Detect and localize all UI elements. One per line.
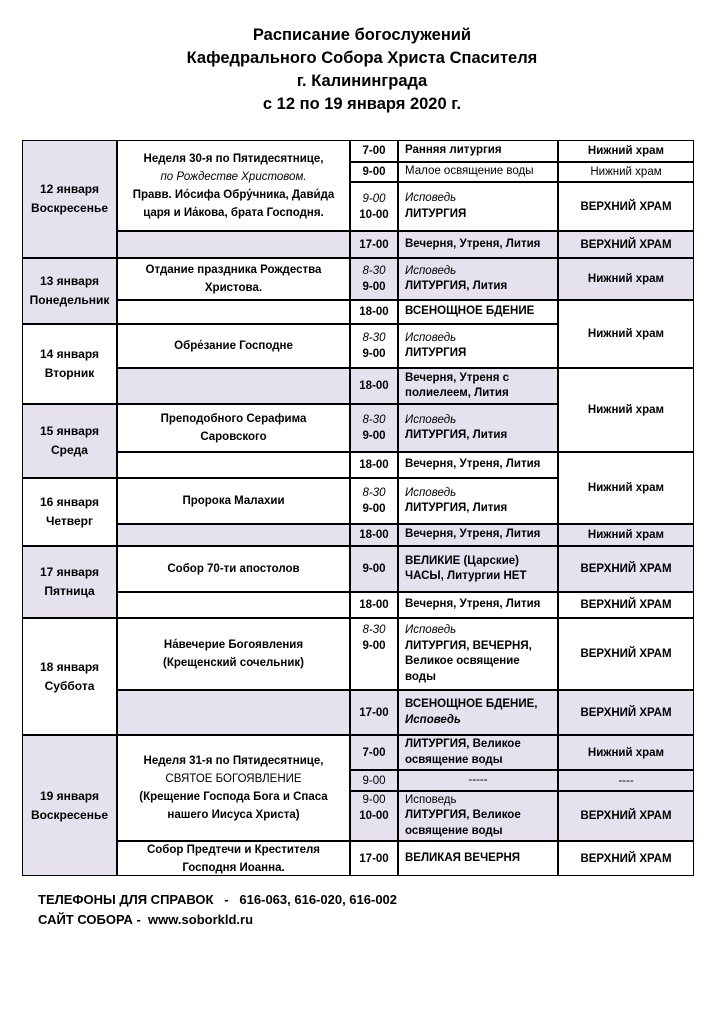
place-text: ВЕРХНИЙ ХРАМ — [580, 706, 672, 719]
day-date: 17 января — [40, 565, 99, 579]
day-date: 14 января — [40, 347, 99, 361]
title-line-3: г. Калининграда — [296, 72, 428, 90]
time-cell — [350, 258, 398, 300]
feast-cell-jan15 — [117, 404, 350, 452]
place-cell — [558, 368, 694, 452]
day-weekday: Четверг — [45, 514, 94, 528]
day-cell-jan16 — [22, 478, 117, 546]
day-cell-jan13 — [22, 258, 117, 324]
feast-cell-jan17 — [117, 546, 350, 592]
time-text: 10-00 — [359, 208, 389, 221]
place-cell — [558, 791, 694, 841]
service-cell — [398, 300, 558, 324]
time-text: 9-00 — [362, 348, 386, 360]
place-text: Нижний храм — [587, 273, 665, 285]
service-cell — [398, 524, 558, 546]
feast-line: царя и Иа́кова, брата Господня. — [143, 206, 324, 219]
feast-line: СВЯТОЕ БОГОЯВЛЕНИЕ — [165, 773, 302, 785]
time-text: 18-00 — [359, 306, 389, 318]
feast-cell-jan19 — [117, 735, 350, 841]
day-date: 13 января — [40, 274, 99, 288]
feast-line: Отдание праздника Рождества — [145, 264, 322, 276]
schedule-table — [22, 140, 694, 876]
service-text: ЛИТУРГИЯ, Великое — [405, 809, 521, 822]
place-cell — [558, 770, 694, 791]
service-text: Ранняя литургия — [405, 144, 502, 157]
service-cell — [398, 404, 558, 452]
time-text: 8-30 — [362, 487, 386, 499]
service-cell — [398, 140, 558, 162]
place-cell — [558, 524, 694, 546]
service-cell — [398, 546, 558, 592]
time-cell — [350, 690, 398, 735]
day-date: 16 января — [40, 495, 99, 509]
time-text: 18-00 — [359, 380, 389, 392]
feast-cell-jan16 — [117, 478, 350, 524]
service-text: ВЕЛИКАЯ ВЕЧЕРНЯ — [405, 851, 521, 864]
place-cell — [558, 592, 694, 618]
feast-empty-cell — [117, 690, 350, 735]
time-text: 9-00 — [362, 430, 386, 442]
feast-cell-jan13 — [117, 258, 350, 300]
day-cell-jan19 — [22, 735, 117, 876]
service-cell — [398, 735, 558, 770]
day-date: 15 января — [40, 424, 99, 438]
day-date: 19 января — [39, 788, 99, 803]
place-text: Нижний храм — [590, 166, 662, 178]
service-cell — [398, 618, 558, 690]
place-cell — [558, 546, 694, 592]
day-weekday: Пятница — [44, 584, 95, 598]
place-cell — [558, 182, 694, 231]
time-text: 9-00 — [362, 281, 386, 293]
place-text: Нижний храм — [587, 328, 665, 340]
time-cell — [350, 300, 398, 324]
service-text: ЛИТУРГИЯ — [405, 207, 467, 220]
service-text: Великое освящение — [405, 655, 520, 667]
time-text: 8-30 — [362, 624, 386, 636]
time-cell — [350, 546, 398, 592]
service-text: ЛИТУРГИЯ, Лития — [405, 429, 508, 441]
place-text: Нижний храм — [587, 529, 665, 541]
title-line-2: Кафедрального Собора Христа Спасителя — [186, 49, 538, 67]
feast-line: Обре́зание Господне — [174, 340, 293, 352]
feast-line: На́вечерие Богоявления — [163, 639, 304, 651]
place-text: ВЕРХНИЙ ХРАМ — [580, 238, 672, 251]
service-text: ВСЕНОЩНОЕ БДЕНИЕ — [405, 305, 535, 318]
service-text: полиелеем, Лития — [405, 387, 509, 399]
service-text: Исповедь — [405, 713, 461, 726]
day-weekday: Суббота — [44, 678, 95, 693]
time-cell — [350, 841, 398, 876]
time-cell — [350, 735, 398, 770]
time-text: 9-00 — [362, 640, 386, 652]
day-weekday: Воскресенье — [30, 807, 108, 822]
feast-line: Неделя 31-я по Пятидесятнице, — [143, 755, 324, 767]
service-text: ЛИТУРГИЯ, Великое — [405, 738, 521, 750]
place-text: ВЕРХНИЙ ХРАМ — [580, 599, 672, 611]
feast-line: (Крещение Господа Бога и Спаса — [139, 791, 328, 803]
day-weekday: Вторник — [44, 366, 95, 380]
service-text: Исповедь — [405, 793, 457, 806]
feast-line: Саровского — [200, 431, 267, 443]
service-cell — [398, 770, 558, 791]
day-cell-jan18 — [22, 618, 117, 735]
feast-cell-jan14 — [117, 324, 350, 368]
service-cell — [398, 162, 558, 182]
time-cell — [350, 478, 398, 524]
time-text: 9-00 — [362, 563, 386, 575]
time-cell — [350, 524, 398, 546]
service-text: ЛИТУРГИЯ, Лития — [405, 280, 508, 292]
time-text: 17-00 — [359, 706, 389, 719]
time-cell — [350, 324, 398, 368]
day-cell-jan12 — [22, 140, 117, 258]
service-text: ----- — [468, 773, 488, 786]
feast-line: Собор Предтечи и Крестителя — [146, 843, 321, 856]
feast-empty-cell — [117, 300, 350, 324]
time-text: 17-00 — [359, 238, 389, 251]
service-cell — [398, 592, 558, 618]
day-date: 18 января — [40, 659, 99, 674]
service-cell — [398, 324, 558, 368]
service-text: Исповедь — [405, 486, 457, 499]
service-text: Исповедь — [405, 331, 457, 344]
feast-cell-jan19b — [117, 841, 350, 876]
place-cell — [558, 841, 694, 876]
day-cell-jan14 — [22, 324, 117, 404]
feast-cell-jan18 — [117, 618, 350, 690]
time-cell — [350, 770, 398, 791]
service-text: Исповедь — [405, 413, 457, 426]
place-text: ВЕРХНИЙ ХРАМ — [580, 200, 672, 213]
time-text: 18-00 — [359, 599, 389, 611]
time-text: 8-30 — [362, 265, 386, 277]
feast-line: Пророка Малахии — [182, 495, 285, 507]
feast-line: Господня Иоанна. — [182, 861, 285, 874]
feast-empty-cell — [117, 231, 350, 258]
time-text: 7-00 — [362, 746, 386, 759]
place-cell — [558, 231, 694, 258]
place-cell — [558, 452, 694, 524]
service-cell — [398, 258, 558, 300]
time-text: 8-30 — [362, 414, 386, 426]
feast-empty-cell — [117, 452, 350, 478]
service-cell — [398, 368, 558, 404]
service-text: воды — [405, 670, 436, 683]
feast-line: Христова. — [204, 282, 263, 294]
service-text: ЛИТУРГИЯ, ВЕЧЕРНЯ, — [405, 639, 532, 652]
service-text: Малое освящение воды — [405, 165, 534, 178]
service-text: Вечерня, Утреня, Лития — [405, 528, 541, 541]
phones-line: ТЕЛЕФОНЫ ДЛЯ СПРАВОК - 616-063, 616-020, 616-002 — [38, 892, 398, 907]
feast-line: Правв. Ио́сифа Обру́чника, Дави́да — [132, 188, 335, 201]
service-cell — [398, 690, 558, 735]
service-text: ЛИТУРГИЯ, Лития — [405, 502, 508, 514]
time-cell — [350, 162, 398, 182]
time-cell — [350, 618, 398, 690]
time-cell — [350, 368, 398, 404]
title-line-4: с 12 по 19 января 2020 г. — [262, 95, 462, 113]
place-text: Нижний храм — [587, 404, 665, 416]
day-weekday: Понедельник — [29, 293, 110, 307]
service-cell — [398, 841, 558, 876]
feast-line: нашего Иисуса Христа) — [167, 809, 300, 821]
time-cell — [350, 592, 398, 618]
place-text: ВЕРХНИЙ ХРАМ — [580, 810, 672, 822]
feast-line: по Рождестве Христовом. — [160, 170, 307, 183]
time-text: 7-00 — [362, 145, 386, 157]
place-cell — [558, 618, 694, 690]
service-text: Вечерня, Утреня с — [405, 371, 510, 384]
time-text: 10-00 — [359, 810, 389, 822]
service-text: ЧАСЫ, Литургии НЕТ — [405, 570, 527, 582]
time-text: 9-00 — [362, 166, 386, 178]
service-text: ВЕЛИКИЕ (Царские) — [405, 554, 519, 567]
place-cell — [558, 162, 694, 182]
time-cell — [350, 404, 398, 452]
time-cell — [350, 452, 398, 478]
service-text: освящение воды — [405, 753, 503, 766]
place-text: Нижний храм — [587, 746, 665, 759]
service-text: ЛИТУРГИЯ — [405, 347, 467, 359]
title-line-1: Расписание богослужений — [252, 26, 472, 44]
time-text: 9-00 — [362, 503, 386, 515]
time-text: 17-00 — [359, 852, 389, 865]
feast-line: (Крещенский сочельник) — [163, 657, 304, 669]
place-text: Нижний храм — [587, 145, 665, 157]
place-cell — [558, 300, 694, 368]
time-text: 9-00 — [362, 774, 386, 787]
contact-footer — [38, 890, 397, 930]
place-text: ВЕРХНИЙ ХРАМ — [580, 852, 672, 865]
place-text: ВЕРХНИЙ ХРАМ — [580, 563, 672, 575]
place-cell — [558, 140, 694, 162]
time-text: 9-00 — [362, 794, 386, 806]
service-text: Исповедь — [405, 264, 457, 277]
service-text: Вечерня, Утреня, Лития — [405, 598, 541, 611]
service-text: Исповедь — [405, 192, 457, 204]
place-text: Нижний храм — [587, 482, 665, 494]
feast-line: Преподобного Серафима — [160, 413, 307, 425]
time-text: 18-00 — [359, 529, 389, 541]
place-cell — [558, 258, 694, 300]
place-cell — [558, 690, 694, 735]
service-text: освящение воды — [405, 824, 503, 837]
service-text: Исповедь — [405, 624, 457, 636]
day-date: 12 января — [39, 182, 99, 196]
service-text: Вечерня, Утреня, Лития — [405, 458, 541, 471]
place-text: ---- — [618, 774, 634, 787]
service-cell — [398, 452, 558, 478]
service-cell — [398, 231, 558, 258]
service-text: Вечерня, Утреня, Лития — [405, 237, 541, 250]
service-cell — [398, 182, 558, 231]
time-text: 8-30 — [362, 332, 386, 344]
feast-empty-cell — [117, 368, 350, 404]
day-weekday: Среда — [51, 443, 88, 457]
feast-empty-cell — [117, 524, 350, 546]
place-cell — [558, 735, 694, 770]
feast-line: Неделя 30-я по Пятидесятнице, — [143, 152, 324, 165]
time-text: 18-00 — [359, 459, 389, 471]
time-cell — [350, 231, 398, 258]
place-text: ВЕРХНИЙ ХРАМ — [580, 648, 672, 660]
day-weekday: Воскресенье — [30, 201, 108, 215]
feast-empty-cell — [117, 592, 350, 618]
time-cell — [350, 140, 398, 162]
service-cell — [398, 478, 558, 524]
website-line: САЙТ СОБОРА - www.soborkld.ru — [38, 912, 254, 927]
time-text: 9-00 — [362, 192, 386, 205]
feast-cell-jan12 — [117, 140, 350, 231]
time-cell — [350, 791, 398, 841]
service-text: ВСЕНОЩНОЕ БДЕНИЕ, — [405, 698, 538, 710]
schedule-title — [0, 24, 724, 116]
feast-line: Собор 70-ти апостолов — [167, 563, 300, 575]
service-cell — [398, 791, 558, 841]
day-cell-jan15 — [22, 404, 117, 478]
time-cell — [350, 182, 398, 231]
day-cell-jan17 — [22, 546, 117, 618]
